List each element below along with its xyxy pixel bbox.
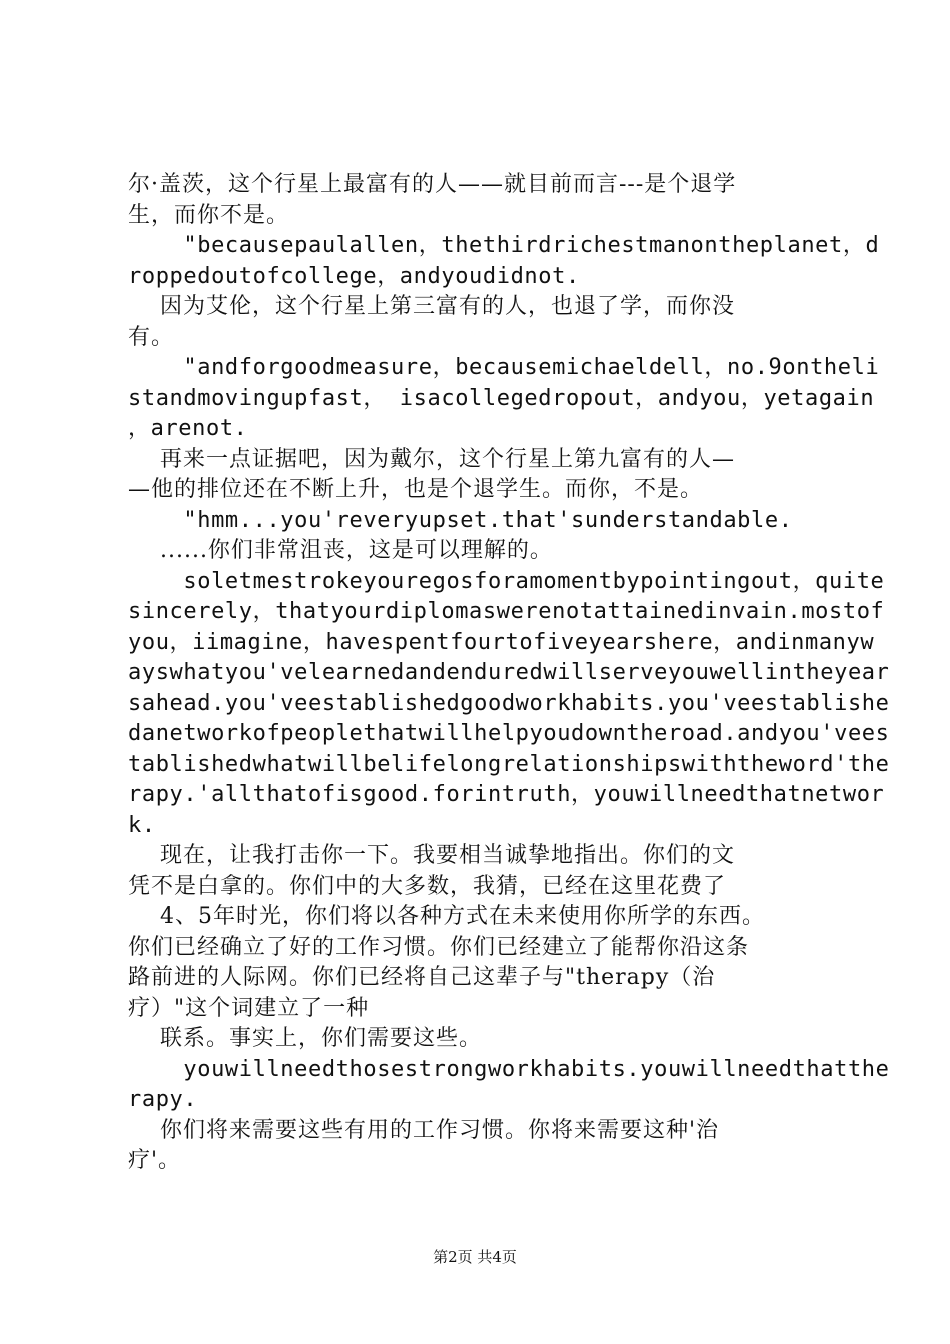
text-line: 尔·盖茨，这个行星上最富有的人——就目前而言---是个退学 — [128, 172, 737, 197]
text-line: soletmestrokeyouregosforamomentbypointingout，quite — [128, 568, 885, 594]
text-line: 疗）"这个词建立了一种 — [128, 995, 370, 1021]
text-line: 你们已经确立了好的工作习惯。你们已经建立了能帮你沿这条 — [128, 934, 750, 960]
page-number-footer: 第2页 共4页 — [433, 1248, 517, 1266]
text-line: you，iimagine，havespentfourtofiveyearshere，andinmanyw — [128, 629, 875, 655]
text-line: rapy. — [128, 1087, 198, 1112]
text-line: roppedoutofcollege，andyoudidnot. — [128, 263, 580, 289]
text-line: 凭不是白拿的。你们中的大多数，我猜，已经在这里花费了 — [128, 873, 727, 899]
text-line: sincerely，thatyourdiplomaswerenotattainedinvain.mostof — [128, 599, 885, 624]
text-line: "becausepaulallen，thethirdrichestmanontheplanet，d — [128, 233, 880, 258]
text-line: 联系。事实上，你们需要这些。 — [128, 1026, 482, 1051]
text-line: ，arenot. — [128, 416, 248, 441]
text-line: 疗'。 — [128, 1148, 182, 1173]
text-line: 再来一点证据吧，因为戴尔，这个行星上第九富有的人— — [128, 446, 735, 472]
text-line: 你们将来需要这些有用的工作习惯。你将来需要这种'治 — [128, 1117, 720, 1143]
text-line: tablishedwhatwillbelifelongrelationshipswiththeword'the — [128, 751, 890, 777]
text-line: 生，而你不是。 — [128, 202, 290, 228]
text-line: "andforgoodmeasure，becausemichaeldell，no.9ontheli — [128, 355, 880, 380]
text-line: 因为艾伦，这个行星上第三富有的人，也退了学，而你没 — [128, 294, 735, 319]
text-line: 现在，让我打击你一下。我要相当诚挚地指出。你们的文 — [128, 843, 735, 868]
text-line: ......你们非常沮丧，这是可以理解的。 — [128, 538, 553, 563]
text-line: ayswhatyou'velearnedandenduredwillserveyouwellintheyear — [128, 660, 890, 685]
text-line: standmovingupfast， isacollegedropout，andyou，yetagain — [128, 385, 875, 411]
text-line: sahead.you'veestablishedgoodworkhabits.you'veestablishe — [128, 690, 890, 716]
text-line: youwillneedthosestrongworkhabits.youwillneedthatthe — [128, 1056, 890, 1082]
text-line: rapy.'allthatofisgood.forintruth，youwillneedthatnetwor — [128, 782, 885, 807]
document-body — [128, 170, 890, 1177]
text-line: 有。 — [128, 324, 175, 350]
text-line: 4、5年时光，你们将以各种方式在未来使用你所学的东西。 — [128, 904, 765, 929]
text-line: "hmm...you'reveryupset.that'sunderstandable. — [128, 507, 793, 533]
text-line: danetworkofpeoplethatwillhelpyoudowntheroad.andyou'vees — [128, 721, 890, 746]
text-line: 路前进的人际网。你们已经将自己这辈子与"therapy（治 — [128, 965, 716, 990]
text-line: —他的排位还在不断上升，也是个退学生。而你，不是。 — [128, 477, 704, 502]
text-line: k. — [128, 812, 156, 838]
